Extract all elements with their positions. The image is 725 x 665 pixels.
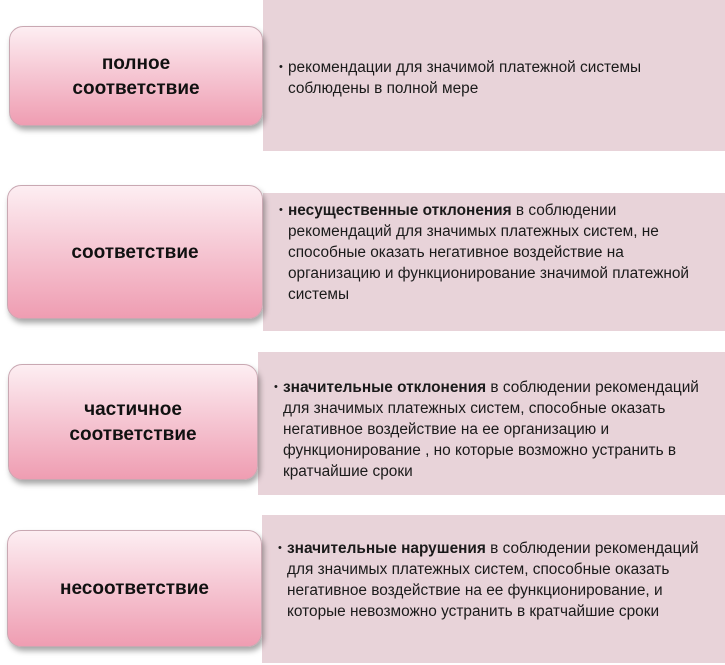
description-panel	[263, 0, 725, 151]
description-body: рекомендации для значимой платежной системы соблюдены в полной мере	[288, 59, 642, 97]
description-emphasis: несущественные отклонения	[288, 202, 512, 219]
category-label-line: несоответствие	[59, 578, 209, 599]
description-text	[274, 377, 715, 482]
category-label-box	[7, 185, 263, 319]
bullet-icon: •	[278, 542, 282, 554]
category-label-line: соответствие	[69, 424, 197, 445]
description-emphasis: значительные отклонения	[283, 379, 487, 396]
description-text	[279, 57, 715, 99]
description-body: в соблюдении рекомендаций для значимых платежных систем, не способные оказать негативное воздействие на организацию и функционирование значимой платежной системы	[288, 202, 690, 303]
row-partial-compliance	[0, 340, 725, 510]
description-body: в соблюдении рекомендаций для значимых платежных систем, способные оказать негативное воздействие на ее функционирование, и которые невозможно устранить в кратчайшие сроки	[287, 540, 699, 620]
row-compliance	[0, 160, 725, 330]
category-label-line: соответствие	[71, 241, 199, 263]
row-non-compliance	[0, 515, 725, 665]
category-label-box	[7, 530, 262, 647]
description-panel	[258, 352, 725, 495]
bullet-icon: •	[279, 61, 283, 73]
category-label-box	[9, 26, 263, 126]
description-panel	[262, 515, 725, 663]
category-label-box	[8, 364, 258, 480]
description-panel	[263, 193, 725, 331]
category-label-line: частичное	[84, 399, 182, 420]
description-text	[279, 200, 715, 305]
category-label-line: полное	[101, 53, 171, 74]
row-full-compliance	[0, 0, 725, 160]
description-body: в соблюдении рекомендаций для значимых платежных систем, способные оказать негативное воздействие на ее организацию и функционирование , но которые возможно устранить в кратчайшие сроки	[283, 379, 699, 480]
category-label-line: соответствие	[72, 78, 200, 99]
description-text	[278, 538, 715, 622]
bullet-icon: •	[279, 204, 283, 216]
bullet-icon: •	[274, 381, 278, 393]
description-emphasis: значительные нарушения	[287, 540, 486, 557]
